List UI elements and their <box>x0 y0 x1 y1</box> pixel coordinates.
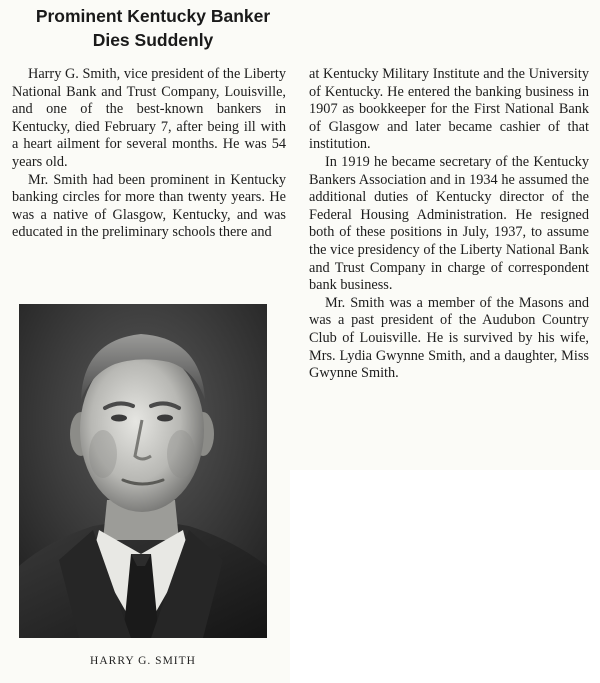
headline-line-2: Dies Suddenly <box>92 30 214 50</box>
left-column <box>12 66 286 242</box>
paragraph-career: In 1919 he became secretary of the Kentucky Bankers Association and in 1934 he assumed the additional duties of Kentucky director of the Federal Housing Administration. He resigned both of these positions in July, 1937, to assume the vice presidency of the Liberty National Bank and Trust Company in charge of correspondent bank business. <box>309 153 589 294</box>
right-column <box>309 66 589 383</box>
paragraph-education: at Kentucky Military Institute and the University of Kentucky. He entered the banking business in 1907 as bookkeeper for the First National Bank of Glasgow and later became cashier of that institution. <box>309 66 589 153</box>
paragraph-background: Mr. Smith had been prominent in Kentucky banking circles for more than twenty years. He was a native of Glasgow, Kentucky, and was educated in the preliminary schools there and <box>12 171 286 241</box>
headline <box>8 4 298 52</box>
photo-caption: HARRY G. SMITH <box>90 655 196 667</box>
headline-line-1: Prominent Kentucky Banker <box>35 6 271 26</box>
paragraph-family: Mr. Smith was a member of the Masons and was a past president of the Audubon Country Club of Louisville. He is survived by his wife, Mrs. Lydia Gwynne Smith, and a daughter, Miss Gwynne Smith. <box>309 294 589 382</box>
paragraph-intro: Harry G. Smith, vice president of the Liberty National Bank and Trust Company, Louisville, and one of the best-known bankers in Kentucky, died February 7, after being ill with a heart ailment for several months. He was 54 years old. <box>12 66 286 170</box>
blank-area <box>290 470 600 683</box>
portrait-photo <box>19 304 267 638</box>
